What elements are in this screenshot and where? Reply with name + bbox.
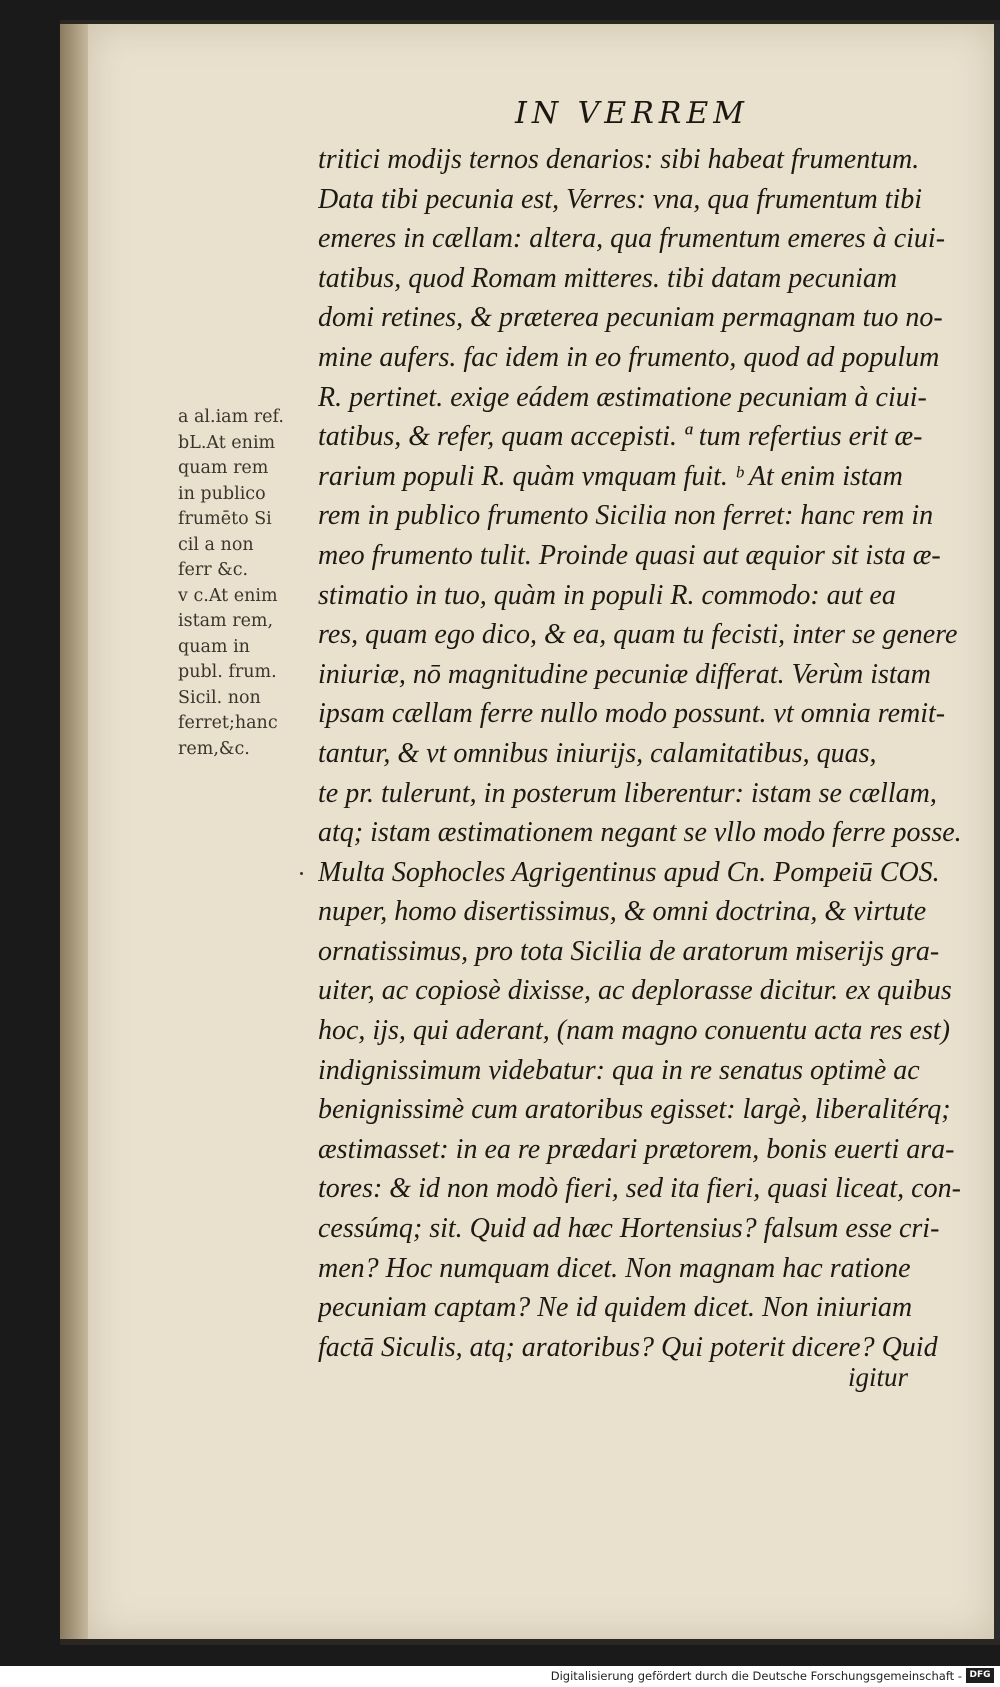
catchword: igitur	[848, 1362, 909, 1392]
text-line: rem in publico frumento Sicilia non ferret: hanc rem in	[318, 500, 934, 532]
text-line: Data tibi pecunia est, Verres: vna, qua frumentum tibi	[318, 183, 922, 215]
funding-credit: Digitalisierung gefördert durch die Deutsche Forschungsgemeinschaft -	[550, 1669, 962, 1683]
margin-note-line: in publico	[178, 483, 266, 504]
text-line: æstimasset: in ea re prædari prætorem, bonis euerti ara-	[318, 1133, 955, 1165]
dfg-logo-icon: DFG	[966, 1668, 994, 1683]
margin-note-line: a al.iam ref.	[178, 407, 284, 427]
margin-notes	[178, 405, 318, 762]
page-right-edge	[994, 24, 1000, 1639]
text-line: cessúmq; sit. Quid ad hæc Hortensius? falsum esse cri-	[318, 1213, 940, 1245]
text-line: nuper, homo disertissimus, & omni doctrina, & virtute	[318, 896, 927, 928]
text-line: benignissimè cum aratoribus egisset: largè, liberalitérq;	[318, 1094, 951, 1126]
margin-note-line: v c.At enim	[178, 585, 278, 606]
text-line: tatibus, & refer, quam accepisti. ª tum refertius erit æ-	[318, 421, 923, 453]
text-line: Multa Sophocles Agrigentinus apud Cn. Pompeiū COS.	[318, 856, 940, 888]
margin-note-line: istam rem,	[178, 611, 274, 631]
body-text	[318, 140, 963, 1367]
text-line: domi retines, & præterea pecuniam permagnam tuo no-	[318, 302, 943, 334]
text-line: ipsam cællam ferre nullo modo possunt. vt omnia remit-	[318, 698, 946, 730]
text-line: factā Siculis, atq; aratoribus? Qui poterit dicere? Quid	[318, 1331, 938, 1363]
text-line: pecuniam captam? Ne id quidem dicet. Non iniuriam	[318, 1292, 913, 1324]
text-line: indignissimum videbatur: qua in re senatus optimè ac	[318, 1054, 920, 1086]
text-line: hoc, ijs, qui aderant, (nam magno conuentu acta res est)	[318, 1015, 950, 1047]
text-line: tantur, & vt omnibus iniurijs, calamitatibus, quas,	[318, 737, 877, 769]
running-head: IN VERREM	[515, 96, 749, 131]
text-line: tatibus, quod Romam mitteres. tibi datam pecuniam	[318, 262, 898, 294]
margin-note-line: Sicil. non	[178, 687, 261, 708]
text-line: emeres in cællam: altera, qua frumentum emeres à ciui-	[318, 223, 946, 255]
margin-note-line: cil a non	[178, 534, 254, 555]
margin-note-line: ferret;hanc	[178, 713, 278, 733]
text-line: rarium populi R. quàm vmquam fuit. ᵇ At enim istam	[318, 460, 903, 492]
text-line: iniuriæ, nō magnitudine pecuniæ differat. Verùm istam	[318, 658, 931, 690]
text-line: atq; istam æstimationem negant se vllo modo ferre posse.	[318, 817, 962, 849]
text-line: men? Hoc numquam dicet. Non magnam hac ratione	[318, 1252, 911, 1284]
margin-note-line: frumēto Si	[178, 509, 272, 529]
text-line: tritici modijs ternos denarios: sibi habeat frumentum.	[318, 144, 920, 175]
text-line: tores: & id non modò fieri, sed ita fieri, quasi liceat, con-	[318, 1173, 961, 1205]
margin-note-line: ferr &c.	[178, 560, 249, 580]
text-line: res, quam ego dico, & ea, quam tu fecisti, inter se genere	[318, 619, 958, 651]
ink-speck	[300, 872, 303, 875]
text-line: stimatio in tuo, quàm in populi R. commodo: aut ea	[318, 579, 896, 611]
margin-note-line: quam rem	[178, 458, 269, 478]
text-line: uiter, ac copiosè dixisse, ac deplorasse dicitur. ex quibus	[318, 975, 952, 1007]
text-line: ornatissimus, pro tota Sicilia de aratorum miserijs gra-	[318, 935, 940, 967]
margin-note-line: publ. frum.	[178, 662, 277, 682]
text-line: te pr. tulerunt, in posterum liberentur: istam se cællam,	[318, 777, 937, 809]
text-line: meo frumento tulit. Proinde quasi aut æquior sit ista æ-	[318, 539, 941, 571]
margin-note-line: rem,&c.	[178, 738, 250, 759]
page-gutter	[60, 24, 90, 1639]
margin-note-line: bL.At enim	[178, 432, 276, 453]
margin-note-line: quam in	[178, 636, 250, 657]
text-line: R. pertinet. exige eádem æstimatione pecuniam à ciui-	[318, 381, 927, 413]
text-line: mine aufers. fac idem in eo frumento, quod ad populum	[318, 341, 940, 373]
